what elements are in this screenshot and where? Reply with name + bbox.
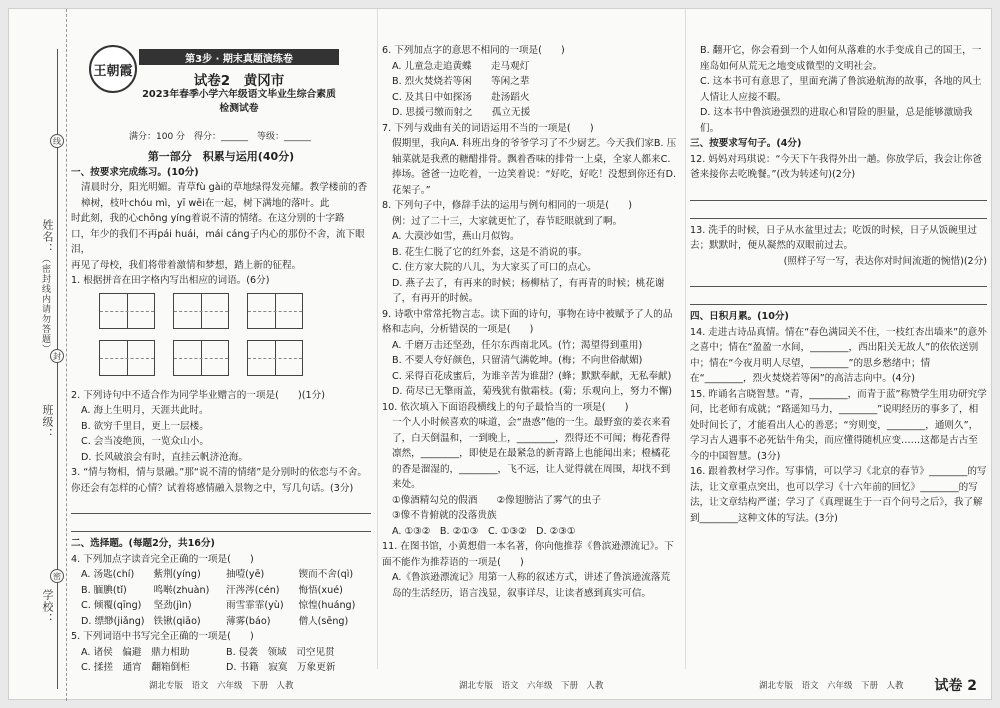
column-3 bbox=[685, 9, 987, 669]
option: B. 欲穷千里目，更上一层楼。 bbox=[81, 420, 209, 432]
seal-mark-line: 线 bbox=[50, 134, 64, 148]
seal-mark-secret: 密 bbox=[50, 569, 64, 583]
section-heading: 三、按要求写句子。(4分) bbox=[690, 138, 802, 149]
option: D. 长风破浪会有时，直挂云帆济沧海。 bbox=[81, 451, 248, 463]
passage-line: 时此刻，我的心chōng yíng着说不清的情绪。在这分别的十字路 bbox=[71, 213, 345, 224]
class-label: 班级： bbox=[41, 404, 54, 440]
answer-line[interactable] bbox=[690, 291, 987, 305]
option: A. 汤匙(chí) bbox=[81, 569, 135, 580]
choice-line: ①像酒精勾兑的假酒 ②像翅膀沾了雾气的虫子 bbox=[392, 494, 602, 506]
instruction: (照样子写一写，表达你对时间流逝的惋惜)(2分) bbox=[783, 255, 987, 267]
score-line: 满分：100 分 得分：______ 等级：______ bbox=[129, 132, 312, 142]
passage-line: 口，年少的我们不再pái huái，mái cáng子内心的那份不舍，流下眼泪， bbox=[71, 228, 365, 255]
example: 例：过了二十三，大家就更忙了，春节眨眼就到了啊。 bbox=[392, 215, 623, 227]
question-15: 15. 昨诵名言晓智慧。“青，________，而青于蓝”称赞学生用功研究学问，比老师有成就；“路遥知马力，________”说明经历的事多了，相处时间长了，才能看出人心的善恶；“穷则变，________，通则久”，学习古人遇事不必死钻牛角尖，而应懂得随机应变……这都是古古至今的中国智慧。(3分) bbox=[690, 388, 987, 462]
part-heading: 第一部分 积累与运用(40分) bbox=[147, 150, 295, 163]
question-11: 11. 在图书馆，小黄想借一本名著，你向他推荐《鲁滨逊漂流记》。下面不能作为推荐语的一项是( ) bbox=[382, 541, 674, 568]
option: D. 荷尽已无擎雨盖，菊残犹有傲霜枝。(菊；乐观向上，努力不懈) bbox=[392, 386, 673, 397]
option: 坚劲(jìn) bbox=[153, 600, 192, 611]
option: D. 这本书中鲁滨逊强烈的进取心和冒险的胆量，总是能够激励我们。 bbox=[700, 107, 973, 134]
option: 抽噎(yē) bbox=[226, 569, 265, 580]
question-13: 13. 洗手的时候，日子从水盆里过去；吃饭的时候，日子从饭碗里过去；默默时，便从凝然的双眼前过去。 bbox=[690, 224, 977, 251]
option: 汗涔涔(cén) bbox=[226, 584, 280, 596]
question-6: 6. 下列加点字的意思不相同的一项是( ) bbox=[382, 45, 565, 56]
passage: 假期里，我向A. 科班出身的爷爷学习了不少厨艺。今天我们家B. 压轴菜就是我煮的糖醋排骨。飘着香味的排骨一上桌，全家人都来C. 捧场。爸爸一边吃着，一边笑着说：“好吃，好吃！没想到你还有D. 花架子。” bbox=[392, 138, 677, 196]
option: 鸣啭(zhuàn) bbox=[153, 584, 210, 596]
page-number: 试卷 2 bbox=[934, 678, 977, 694]
section-heading: 四、日积月累。(10分) bbox=[690, 311, 789, 322]
question-2: 2. 下列诗句中不适合作为同学毕业赠言的一项是( )(1分) bbox=[71, 389, 325, 401]
footer-right: 湖北专版 语文 六年级 下册 人教 bbox=[759, 681, 904, 691]
writing-grid[interactable] bbox=[247, 340, 303, 376]
answer-line[interactable] bbox=[690, 205, 987, 219]
answer-line[interactable] bbox=[690, 273, 987, 287]
option: B. 翻开它，你会看到一个人如何从落难的水手变成自己的国王，一座岛如何从荒无之地变成微型的文明社会。 bbox=[700, 45, 982, 72]
option: 薄雾(báo) bbox=[226, 615, 271, 627]
answer-line[interactable] bbox=[71, 500, 371, 514]
column-2 bbox=[377, 9, 679, 669]
school-label: 学校： bbox=[41, 589, 54, 625]
option: D. 缥缈(jiǎng) bbox=[81, 615, 145, 627]
column-1 bbox=[71, 149, 371, 689]
footer-left: 湖北专版 语文 六年级 下册 人教 bbox=[149, 681, 294, 691]
option: C. 揉搓 通宵 翻箱倒柜 bbox=[81, 662, 190, 673]
grid-row bbox=[99, 293, 371, 335]
question-3: 3. “情与物相，情与景融。”那“说不清的情绪”是分别时的依恋与不舍。你还会有怎样的心情？试着将感情融入景物之中，写几句话。(3分) bbox=[71, 467, 367, 494]
writing-grid[interactable] bbox=[173, 293, 229, 329]
option: A. 大漠沙如雪，燕山月似钩。 bbox=[392, 231, 520, 242]
question-10: 10. 依次填入下面语段横线上的句子最恰当的一项是( ) bbox=[382, 401, 629, 413]
brand-logo: 王朝霞 bbox=[89, 45, 137, 93]
footer-middle: 湖北专版 语文 六年级 下册 人教 bbox=[459, 681, 604, 691]
choice-line: ③像不肯俯就的没落贵族 bbox=[392, 510, 497, 521]
question-9: 9. 诗歌中常常托物言志。读下面的诗句，事物在诗中被赋予了人的品格和志向，分析错误的一项是( ) bbox=[382, 308, 673, 335]
option: D. 书籍 寂寞 万象更新 bbox=[226, 662, 336, 673]
passage: 清晨时分，阳光明媚。青草fù gài的草地绿得发亮耀。教学楼前的香樟树，枝叶chóu mì，yī wēi在一起，树下满地的落叶。此 bbox=[81, 182, 368, 209]
seal-note: （密封线内请勿答题） bbox=[40, 254, 50, 354]
question-5: 5. 下列词语中书写完全正确的一项是( ) bbox=[71, 631, 254, 642]
option: B. 花生仁脱了它的红外套，这是不消说的事。 bbox=[392, 246, 587, 258]
option: B. 侵袭 领域 司空见贯 bbox=[226, 646, 335, 658]
passage: 一个人小时候喜欢的味道，会“蛊惑”他的一生。最野蛮的姜衣来看了，白天倒温和，一到晚上，________，烈得还不可闻；梅花香得凛然，________，即使是在最紧急的新青路上也能闻出来；橙橘花的香是溜湿的，________，飞不远，让人觉得就在周围，却找不到来处。 bbox=[392, 417, 671, 490]
question-1: 1. 根据拼音在田字格内写出相应的词语。(6分) bbox=[71, 275, 270, 286]
exam-page bbox=[8, 8, 992, 700]
option: C. 会当凌绝顶，一览众山小。 bbox=[81, 436, 209, 447]
question-14: 14. 走进古诗品真情。情在“春色满园关不住，一枝红杏出墙来”的意外之喜中；情在“盈盈一水间，________，西出阳关无故人”的依依送别中；情在“今夜月明人尽望，________”的思乡愁绪中；情在“________，烈火焚烧若等闲”的高洁志向中。(4分) bbox=[690, 326, 987, 384]
question-4: 4. 下列加点字读音完全正确的一项是( ) bbox=[71, 553, 254, 565]
binding-margin bbox=[9, 9, 67, 701]
option: C. 倾覆(qīng) bbox=[81, 600, 142, 611]
option: B. 烈火焚烧若等闲 等闲之辈 bbox=[392, 76, 530, 87]
option: A. 海上生明月，天涯共此时。 bbox=[81, 405, 209, 416]
option: A. 诸侯 偏避 鼎力相助 bbox=[81, 646, 190, 658]
option: 雨雪霏霏(yù) bbox=[226, 600, 284, 611]
option: A.《鲁滨逊漂流记》用第一人称的叙述方式，讲述了鲁滨逊流落荒岛的生活经历，语言浅显，叙事详尽，让读者感到真实可信。 bbox=[392, 572, 671, 599]
step-banner: 第3步 · 期末真题演练卷 bbox=[139, 49, 339, 65]
writing-grid[interactable] bbox=[99, 293, 155, 329]
option: C. 这本书可有意思了，里面充满了鲁滨逊航海的故事，各地的风土人情让人应接不暇。 bbox=[700, 76, 982, 103]
option: C. 采得百花成蜜后，为谁辛苦为谁甜？(蜂；默默奉献，无私奉献) bbox=[392, 370, 672, 382]
q4-options bbox=[71, 567, 371, 629]
writing-grid[interactable] bbox=[247, 293, 303, 329]
option: A. ①③② B. ②①③ C. ①③② D. ②③① bbox=[392, 525, 576, 537]
option: 僧人(sēng) bbox=[298, 615, 349, 627]
option: D. 燕子去了，有再来的时候；杨柳枯了，有再青的时候；桃花谢了，有再开的时候。 bbox=[392, 277, 665, 304]
writing-grid[interactable] bbox=[99, 340, 155, 376]
option: 锲而不舍(qì) bbox=[298, 569, 354, 580]
section-heading: 二、选择题。(每题2分，共16分) bbox=[71, 538, 215, 549]
option: A. 儿童急走追黄蝶 走马观灯 bbox=[392, 60, 530, 72]
option: D. 思援弓缴而射之 孤立无援 bbox=[392, 107, 531, 118]
grid-row bbox=[99, 340, 371, 382]
option: C. 住方家大院的八儿，为大家买了可口的点心。 bbox=[392, 262, 597, 273]
option: C. 及其日中如探汤 赴汤蹈火 bbox=[392, 91, 530, 103]
question-16: 16. 跟着教材学习作。写事情，可以学习《北京的春节》________的写法，让文章重点突出，也可以学习《十六年前的回忆》________的写法，让文章结构严谨；学习了《真理诞生于一百个问号之后》，我了解到________这种文体的写法。(3分) bbox=[690, 466, 987, 524]
writing-grid[interactable] bbox=[173, 340, 229, 376]
name-label: 姓名： bbox=[41, 219, 54, 255]
question-7: 7. 下列与戏曲有关的词语运用不当的一项是( ) bbox=[382, 122, 594, 134]
paper-subtitle: 2023年春季小学六年级语文毕业生综合素质检测试卷 bbox=[142, 89, 336, 114]
option: B. 腼腆(tǐ) bbox=[81, 584, 127, 596]
passage-line: 再见了母校，我们将带着激情和梦想，踏上新的征程。 bbox=[71, 259, 302, 271]
option: 紫荆(yíng) bbox=[153, 569, 201, 580]
answer-line[interactable] bbox=[71, 518, 371, 532]
question-12: 12. 妈妈对玛琪说：“今天下午我得外出一趟。你放学后，我会让你爸爸来接你去吃晚餐。”(改为转述句)(2分) bbox=[690, 153, 982, 180]
question-8: 8. 下列句子中，修辞手法的运用与例句相同的一项是( ) bbox=[382, 200, 632, 211]
option: B. 不要人夸好颜色，只留清气满乾坤。(梅；不向世俗献媚) bbox=[392, 355, 643, 366]
option: 铁锹(qiāo) bbox=[153, 615, 201, 627]
option: 悔悟(xué) bbox=[298, 584, 343, 596]
section-heading: 一、按要求完成练习。(10分) bbox=[71, 166, 199, 178]
seal-mark-seal: 封 bbox=[50, 349, 64, 363]
answer-line[interactable] bbox=[690, 187, 987, 201]
q5-options bbox=[71, 645, 371, 676]
option: 惊惶(huáng) bbox=[298, 600, 356, 611]
paper-title: 试卷2 黄冈市 bbox=[193, 73, 285, 89]
option: A. 千磨万击还坚劲，任尔东西南北风。(竹；渴望得到重用) bbox=[392, 339, 643, 351]
